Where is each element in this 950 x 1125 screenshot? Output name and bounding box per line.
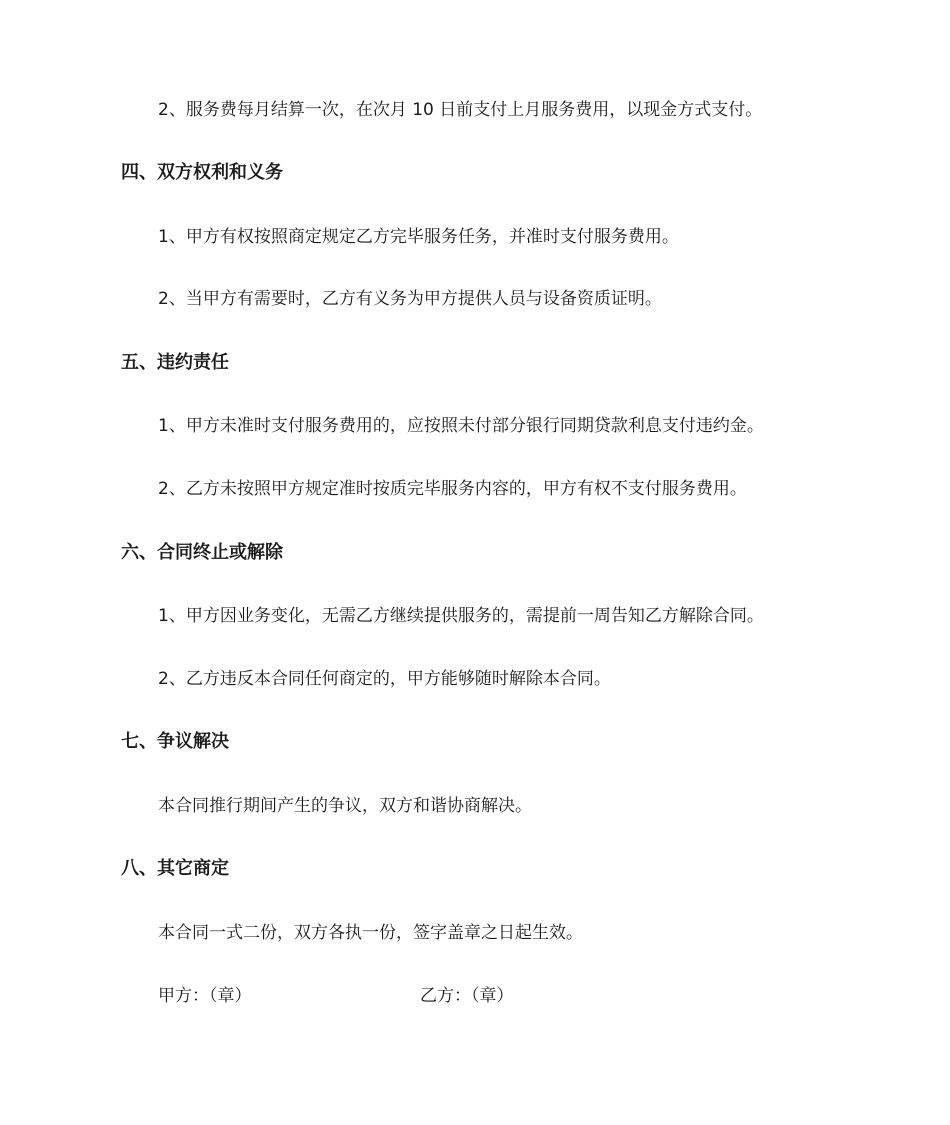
other-agreements-clause: 本合同一式二份，双方各执一份，签字盖章之日起生效。	[158, 923, 583, 943]
termination-clause-2: 2、乙方违反本合同任何商定的，甲方能够随时解除本合同。	[158, 669, 611, 689]
section-heading-rights-obligations: 四、双方权利和义务	[121, 162, 283, 183]
section-heading-breach-liability: 五、违约责任	[121, 352, 229, 373]
dispute-clause: 本合同推行期间产生的争议，双方和谐协商解决。	[158, 796, 532, 816]
section-heading-dispute-resolution: 七、争议解决	[121, 731, 229, 752]
party-a-signature-line: 甲方：（章）	[158, 986, 252, 1006]
rights-clause-1: 1、甲方有权按照商定规定乙方完毕服务任务，并准时支付服务费用。	[158, 227, 679, 247]
party-b-signature-line: 乙方：（章）	[420, 986, 514, 1006]
payment-clause-2: 2、服务费每月结算一次，在次月 10 日前支付上月服务费用，以现金方式支付。	[158, 100, 763, 120]
section-heading-other-agreements: 八、其它商定	[121, 858, 229, 879]
termination-clause-1: 1、甲方因业务变化，无需乙方继续提供服务的，需提前一周告知乙方解除合同。	[158, 606, 764, 626]
breach-clause-2: 2、乙方未按照甲方规定准时按质完毕服务内容的，甲方有权不支付服务费用。	[158, 479, 747, 499]
breach-clause-1: 1、甲方未准时支付服务费用的，应按照未付部分银行同期贷款利息支付违约金。	[158, 416, 764, 436]
rights-clause-2: 2、当甲方有需要时，乙方有义务为甲方提供人员与设备资质证明。	[158, 289, 662, 309]
section-heading-termination: 六、合同终止或解除	[121, 542, 283, 563]
